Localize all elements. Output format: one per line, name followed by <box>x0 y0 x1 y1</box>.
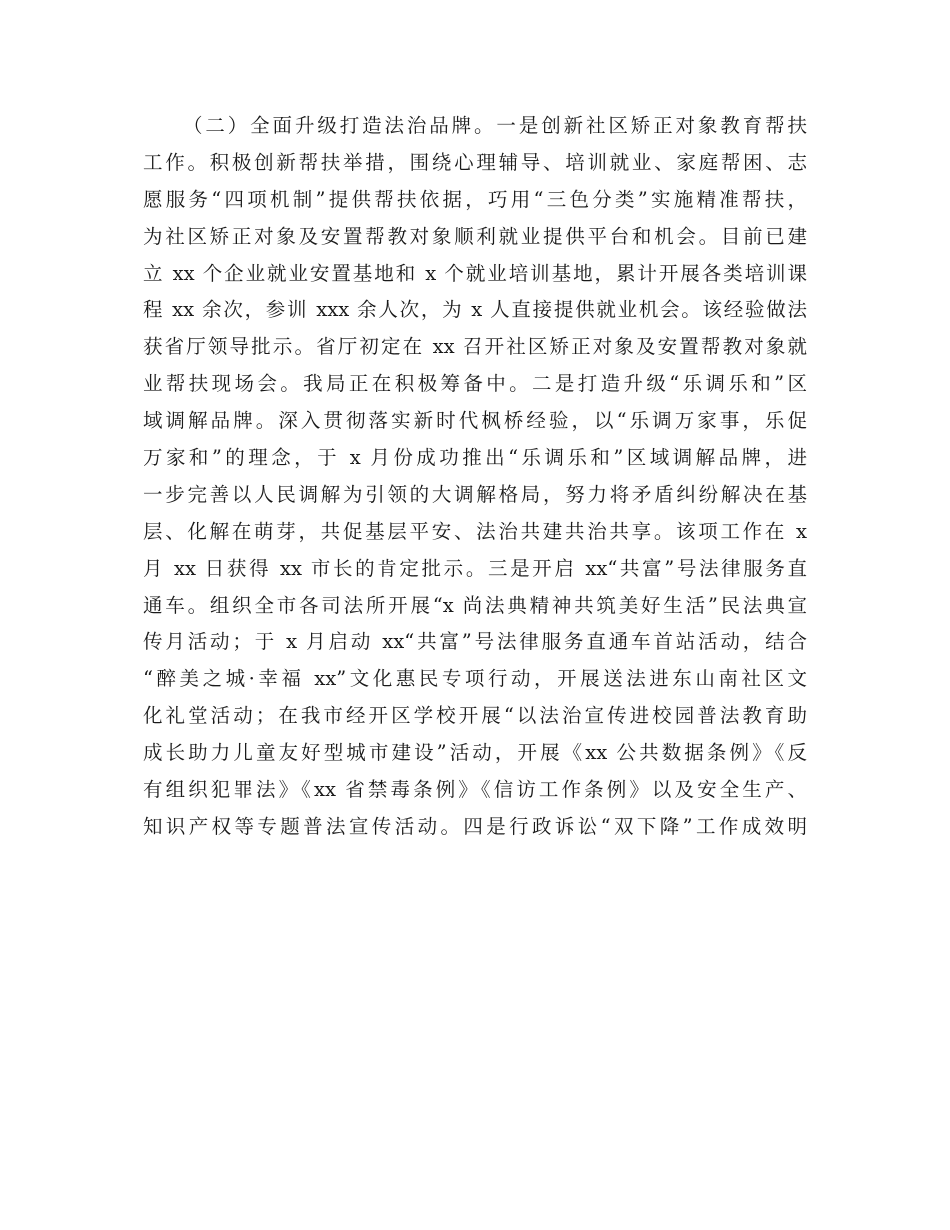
text-line: 程 xx 余次，参训 xxx 余人次，为 x 人直接提供就业机会。该经验做法 <box>143 298 807 322</box>
text-line: 一步完善以人民调解为引领的大调解格局，努力将矛盾纠纷解决在基 <box>143 482 807 506</box>
text-line: 工作。积极创新帮扶举措，围绕心理辅导、培训就业、家庭帮困、志 <box>143 150 807 174</box>
text-line: 业帮扶现场会。我局正在积极筹备中。二是打造升级“乐调乐和”区 <box>143 372 807 396</box>
text-line: 通车。组织全市各司法所开展“x 尚法典精神共筑美好生活”民法典宣 <box>143 593 807 617</box>
text-line: 获省厅领导批示。省厅初定在 xx 召开社区矫正对象及安置帮教对象就 <box>143 335 807 359</box>
text-line: 成长助力儿童友好型城市建设”活动，开展《xx 公共数据条例》《反 <box>143 741 807 765</box>
text-line: 为社区矫正对象及安置帮教对象顺利就业提供平台和机会。目前已建 <box>143 224 807 248</box>
text-line: （二）全面升级打造法治品牌。一是创新社区矫正对象教育帮扶 <box>183 114 807 137</box>
text-line: 层、化解在萌芽，共促基层平安、法治共建共治共享。该项工作在 x <box>143 519 807 543</box>
text-line: 化礼堂活动；在我市经开区学校开展“以法治宣传进校园普法教育助 <box>143 704 807 728</box>
text-line: 知识产权等专题普法宣传活动。四是行政诉讼“双下降”工作成效明 <box>143 814 807 838</box>
text-line: 愿服务“四项机制”提供帮扶依据，巧用“三色分类”实施精准帮扶， <box>143 187 807 211</box>
body-paragraph <box>143 108 807 846</box>
text-line: 月 xx 日获得 xx 市长的肯定批示。三是开启 xx“共富”号法律服务直 <box>143 556 807 580</box>
text-line: 有组织犯罪法》《xx 省禁毒条例》《信访工作条例》以及安全生产、 <box>143 778 807 802</box>
text-line: 域调解品牌。深入贯彻落实新时代枫桥经验，以“乐调万家事，乐促 <box>143 409 807 433</box>
text-line: “醉美之城·幸福 xx”文化惠民专项行动，开展送法进东山南社区文 <box>143 667 807 691</box>
text-line: 传月活动；于 x 月启动 xx“共富”号法律服务直通车首站活动，结合 <box>143 630 807 654</box>
text-line: 万家和”的理念，于 x 月份成功推出“乐调乐和”区域调解品牌，进 <box>143 446 807 470</box>
text-line: 立 xx 个企业就业安置基地和 x 个就业培训基地，累计开展各类培训课 <box>143 261 807 285</box>
